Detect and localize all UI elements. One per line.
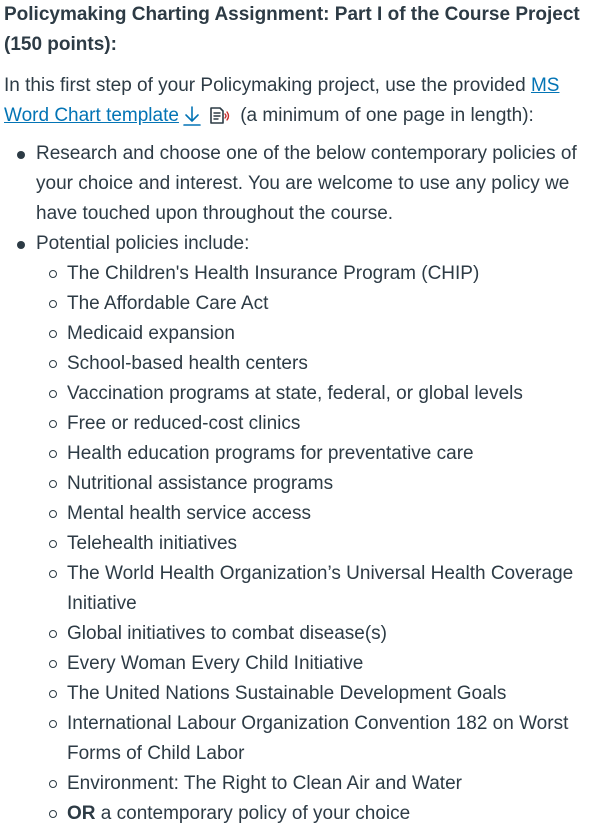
intro-paragraph	[4, 71, 600, 131]
download-icon[interactable]	[182, 105, 202, 127]
immersive-reader-icon[interactable]	[208, 105, 232, 127]
policy-item: Health education programs for preventative care	[67, 439, 600, 469]
policy-item: Vaccination programs at state, federal, or global levels	[67, 379, 600, 409]
policy-item: The United Nations Sustainable Development Goals	[67, 679, 600, 709]
policy-item: The Children's Health Insurance Program (CHIP)	[67, 259, 600, 289]
policy-item: The World Health Organization’s Universal Health Coverage Initiative	[67, 559, 600, 619]
intro-text-before: In this first step of your Policymaking project, use the provided	[4, 75, 531, 96]
policy-item: Environment: The Right to Clean Air and Water	[67, 769, 600, 799]
policy-item: Every Woman Every Child Initiative	[67, 649, 600, 679]
instruction-research-text: Research and choose one of the below contemporary policies of your choice and interest. You are welcome to use any policy we have touched upon throughout the course.	[36, 143, 577, 224]
policy-item: Medicaid expansion	[67, 319, 600, 349]
policy-list	[36, 259, 600, 829]
intro-text-after: (a minimum of one page in length):	[234, 105, 534, 126]
assignment-heading: Policymaking Charting Assignment: Part I of the Course Project (150 points):	[4, 4, 580, 55]
or-emphasis: OR	[67, 803, 96, 824]
policy-item: Global initiatives to combat disease(s)	[67, 619, 600, 649]
policy-item: School-based health centers	[67, 349, 600, 379]
instruction-policies-text: Potential policies include:	[36, 233, 250, 254]
custom-policy-text: a contemporary policy of your choice	[95, 803, 411, 824]
policy-item: Mental health service access	[67, 499, 600, 529]
policy-item-custom	[67, 799, 600, 829]
instruction-research	[36, 139, 600, 229]
policy-item: International Labour Organization Convention 182 on Worst Forms of Child Labor	[67, 709, 600, 769]
policy-item: The Affordable Care Act	[67, 289, 600, 319]
chart-template-link[interactable]: MS Word Chart template	[4, 75, 560, 126]
assignment-content	[4, 0, 600, 829]
policy-item: Telehealth initiatives	[67, 529, 600, 559]
instructions-list	[4, 139, 600, 829]
policy-item: Free or reduced-cost clinics	[67, 409, 600, 439]
instruction-policies	[36, 229, 600, 829]
policy-item: Nutritional assistance programs	[67, 469, 600, 499]
